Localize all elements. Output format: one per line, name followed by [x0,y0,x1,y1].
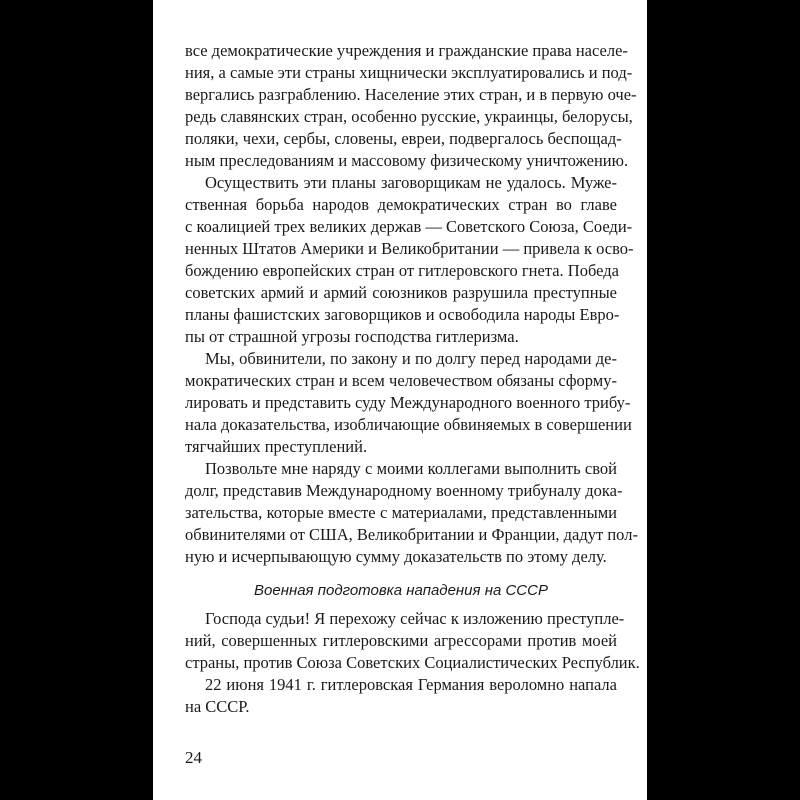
text-line: с коалицией трех великих держав — Советского Союза, Соеди- [185,217,633,236]
paragraph-4 [185,458,638,568]
text-line: нала доказательства, изобличающие обвиняемых в совершении [185,415,632,434]
text-line: обвинителями от США, Великобритании и Франции, дадут пол- [185,525,638,544]
page-number: 24 [185,748,202,767]
paragraph-5 [185,608,640,674]
text-line: мократических стран и всем человечеством обязаны сформу- [185,371,617,390]
text-line: ную и исчерпывающую сумму доказательств по этому делу. [185,547,607,566]
text-line: бождению европейских стран от гитлеровского гнета. Победа [185,261,619,280]
text-line: пы от страшной угрозы господства гитлеризма. [185,327,519,346]
text-line: на СССР. [185,697,250,716]
text-line: редь славянских стран, особенно русские, украинцы, белорусы, [185,107,633,126]
text-line: страны, против Союза Советских Социалистических Республик. [185,653,640,672]
paragraph-6 [185,674,617,718]
text-line: Осуществить эти планы заговорщикам не удалось. Муже- [205,173,617,192]
text-line: Позвольте мне наряду с моими коллегами выполнить свой [205,459,617,478]
paragraph-3 [185,348,632,458]
text-line: лировать и представить суду Международного военного трибу- [185,393,631,412]
text-line: вергались разграблению. Население этих стран, и в первую оче- [185,85,637,104]
text-line: Мы, обвинители, по закону и по долгу перед народами де- [205,349,617,368]
body-text [185,40,640,718]
text-line: долг, представив Международному военному трибуналу дока- [185,481,623,500]
text-line: советских армий и армий союзников разрушила преступные [185,283,617,302]
section-heading: Военная подготовка нападения на СССР [254,582,548,599]
text-line: тягчайших преступлений. [185,437,368,456]
text-line: ственная борьба народов демократических стран во главе [185,195,617,214]
text-line: Господа судьи! Я перехожу сейчас к изложению преступле- [205,609,625,628]
text-line: все демократические учреждения и гражданские права населе- [185,41,628,60]
book-page [153,0,647,800]
left-black-bar [0,0,153,800]
right-black-bar [647,0,800,800]
text-line: ния, а самые эти страны хищнически эксплуатировались и под- [185,63,633,82]
text-line: зательства, которые вместе с материалами, представленными [185,503,617,522]
text-line: ненных Штатов Америки и Великобритании — привела к осво- [185,239,634,258]
text-line: поляки, чехи, сербы, словены, евреи, подвергалось беспощад- [185,129,622,148]
text-line: ний, совершенных гитлеровскими агрессорами против моей [185,631,617,650]
text-line: планы фашистских заговорщиков и освободила народы Евро- [185,305,620,324]
paragraph-1 [185,40,637,172]
text-line: ным преследованиям и массовому физическому уничтожению. [185,151,629,170]
paragraph-2 [185,172,634,348]
text-line: 22 июня 1941 г. гитлеровская Германия вероломно напала [205,675,617,694]
